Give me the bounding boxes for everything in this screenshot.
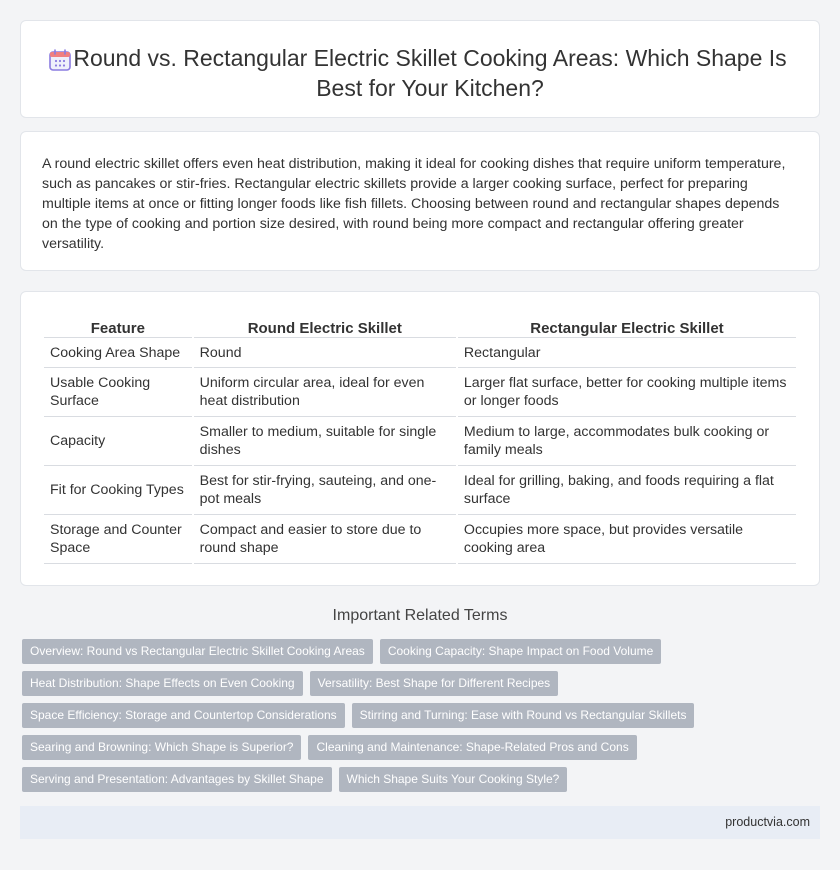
related-tag[interactable]: Stirring and Turning: Ease with Round vs Rectangular Skillets xyxy=(352,703,695,728)
table-cell-feature: Usable Cooking Surface xyxy=(44,368,192,417)
table-row xyxy=(44,417,796,466)
tag-row xyxy=(22,703,822,728)
table-header-row xyxy=(44,314,796,338)
related-tag[interactable]: Which Shape Suits Your Cooking Style? xyxy=(339,767,568,792)
related-tag[interactable]: Heat Distribution: Shape Effects on Even Cooking xyxy=(22,671,303,696)
related-tag[interactable]: Overview: Round vs Rectangular Electric Skillet Cooking Areas xyxy=(22,639,373,664)
table-cell-rectangular: Ideal for grilling, baking, and foods requiring a flat surface xyxy=(458,466,796,515)
comparison-card xyxy=(20,291,820,586)
page-title-wrapper xyxy=(61,43,799,103)
comparison-table xyxy=(42,314,798,564)
table-cell-rectangular: Occupies more space, but provides versatile cooking area xyxy=(458,515,796,564)
related-tag[interactable]: Searing and Browning: Which Shape is Superior? xyxy=(22,735,301,760)
intro-paragraph: A round electric skillet offers even heat distribution, making it ideal for cooking dishes that require uniform temperature, such as pancakes or stir-fries. Rectangular electric skillets provide a larger cooking surface, perfect for preparing multiple items at once or fitting longer foods like fish fillets. Choosing between round and rectangular shapes depends on the type of cooking and portion size desired, with round being more compact and rectangular offering greater versatility. xyxy=(42,156,786,252)
table-cell-round: Best for stir-frying, sauteing, and one-pot meals xyxy=(194,466,456,515)
table-cell-rectangular: Medium to large, accommodates bulk cooking or family meals xyxy=(458,417,796,466)
related-terms-list xyxy=(22,639,822,799)
table-cell-round: Uniform circular area, ideal for even heat distribution xyxy=(194,368,456,417)
related-terms-title: Important Related Terms xyxy=(332,607,508,624)
header-round: Round Electric Skillet xyxy=(194,314,456,338)
header-feature: Feature xyxy=(44,314,192,338)
title-card xyxy=(20,20,820,118)
related-tag[interactable]: Versatility: Best Shape for Different Recipes xyxy=(310,671,559,696)
related-tag[interactable]: Space Efficiency: Storage and Countertop Considerations xyxy=(22,703,345,728)
table-cell-round: Round xyxy=(194,338,456,368)
header-rectangular: Rectangular Electric Skillet xyxy=(458,314,796,338)
table-cell-feature: Cooking Area Shape xyxy=(44,338,192,368)
tag-row xyxy=(22,671,822,696)
related-tag[interactable]: Cooking Capacity: Shape Impact on Food Volume xyxy=(380,639,662,664)
intro-card xyxy=(20,131,820,271)
related-tag[interactable]: Serving and Presentation: Advantages by Skillet Shape xyxy=(22,767,332,792)
table-cell-round: Compact and easier to store due to round shape xyxy=(194,515,456,564)
table-row xyxy=(44,466,796,515)
table-row xyxy=(44,338,796,368)
tag-row xyxy=(22,735,822,760)
table-cell-rectangular: Larger flat surface, better for cooking multiple items or longer foods xyxy=(458,368,796,417)
footer xyxy=(20,806,820,839)
table-cell-round: Smaller to medium, suitable for single dishes xyxy=(194,417,456,466)
footer-site[interactable]: productvia.com xyxy=(725,815,810,829)
related-tag[interactable]: Cleaning and Maintenance: Shape-Related Pros and Cons xyxy=(308,735,636,760)
table-cell-feature: Capacity xyxy=(44,417,192,466)
table-row xyxy=(44,515,796,564)
tag-row xyxy=(22,767,822,792)
table-row xyxy=(44,368,796,417)
table-cell-feature: Fit for Cooking Types xyxy=(44,466,192,515)
tag-row xyxy=(22,639,822,664)
table-cell-feature: Storage and Counter Space xyxy=(44,515,192,564)
table-cell-rectangular: Rectangular xyxy=(458,338,796,368)
page-title: Round vs. Rectangular Electric Skillet Cooking Areas: Which Shape Is Best for Your Kitchen? xyxy=(73,45,787,101)
